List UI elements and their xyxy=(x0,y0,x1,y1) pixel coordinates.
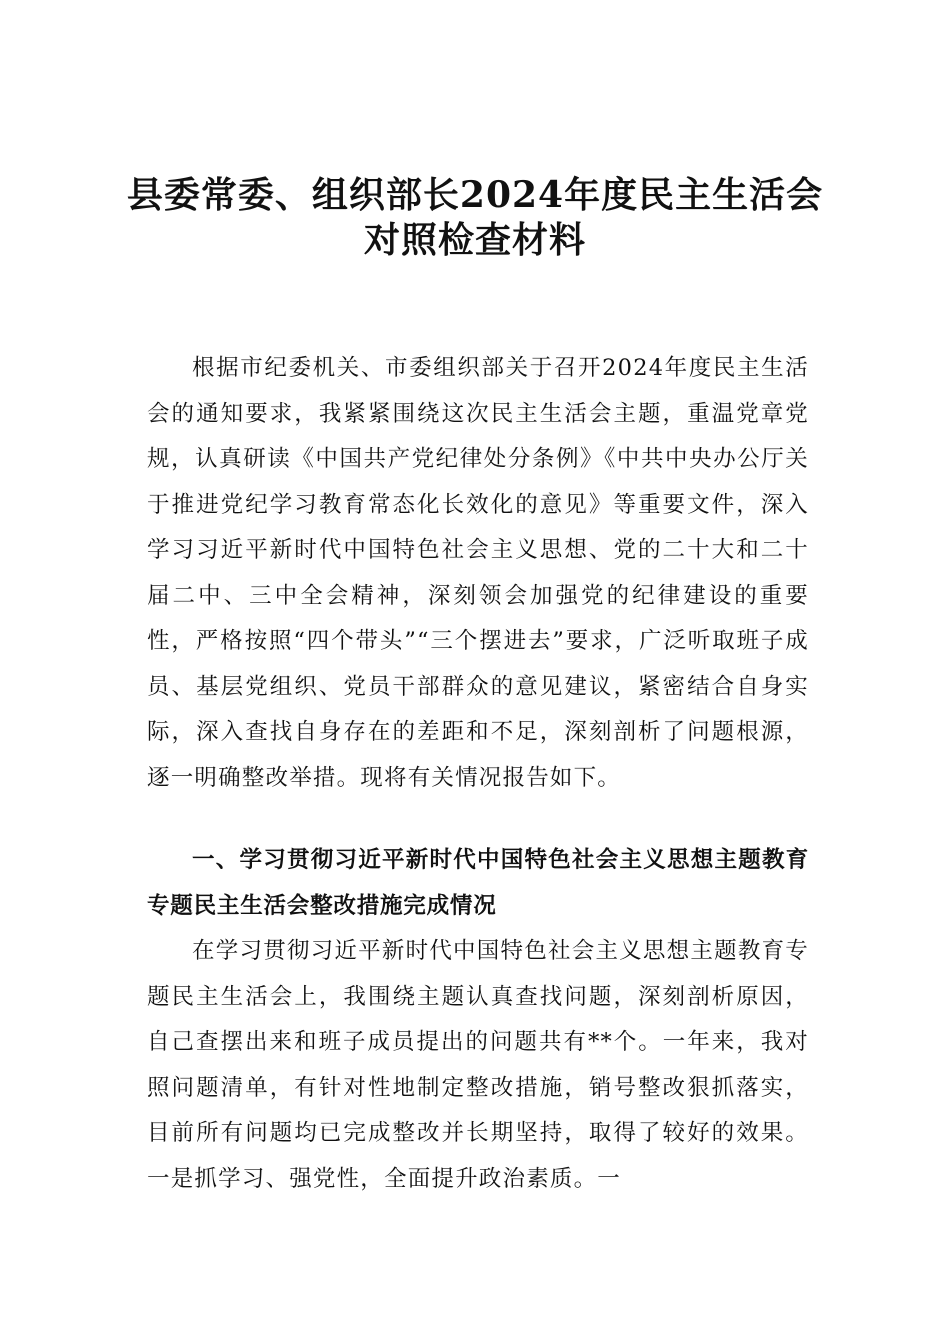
section1-heading: 一、学习贯彻习近平新时代中国特色社会主义思想主题教育专题民主生活会整改措施完成情况 xyxy=(147,847,809,919)
document-title-line2: 对照检查材料 xyxy=(363,219,586,261)
section1-body-paragraph: 在学习贯彻习近平新时代中国特色社会主义思想主题教育专题民主生活会上，我围绕主题认真查找问题，深刻剖析原因，自己查摆出来和班子成员提出的问题共有**个。一年来，我对照问题清单，有针对性地制定整改措施，销号整改狠抓落实，目前所有问题均已完成整改并长期坚持，取得了较好的效果。一是抓学习、强党性，全面提升政治素质。一 xyxy=(147,938,809,1192)
intro-paragraph: 根据市纪委机关、市委组织部关于召开2024年度民主生活会的通知要求，我紧紧围绕这次民主生活会主题，重温党章党规，认真研读《中国共产党纪律处分条例》《中共中央办公厅关于推进党纪学习教育常态化长效化的意见》等重要文件，深入学习习近平新时代中国特色社会主义思想、党的二十大和二十届二中、三中全会精神，深刻领会加强党的纪律建设的重要性，严格按照“四个带头”“三个摆进去”要求，广泛听取班子成员、基层党组织、党员干部群众的意见建议，紧密结合自身实际，深入查找自身存在的差距和不足，深刻剖析了问题根源，逐一明确整改举措。现将有关情况报告如下。 xyxy=(147,355,809,791)
document-title-line1: 县委常委、组织部长2024年度民主生活会 xyxy=(126,174,824,216)
